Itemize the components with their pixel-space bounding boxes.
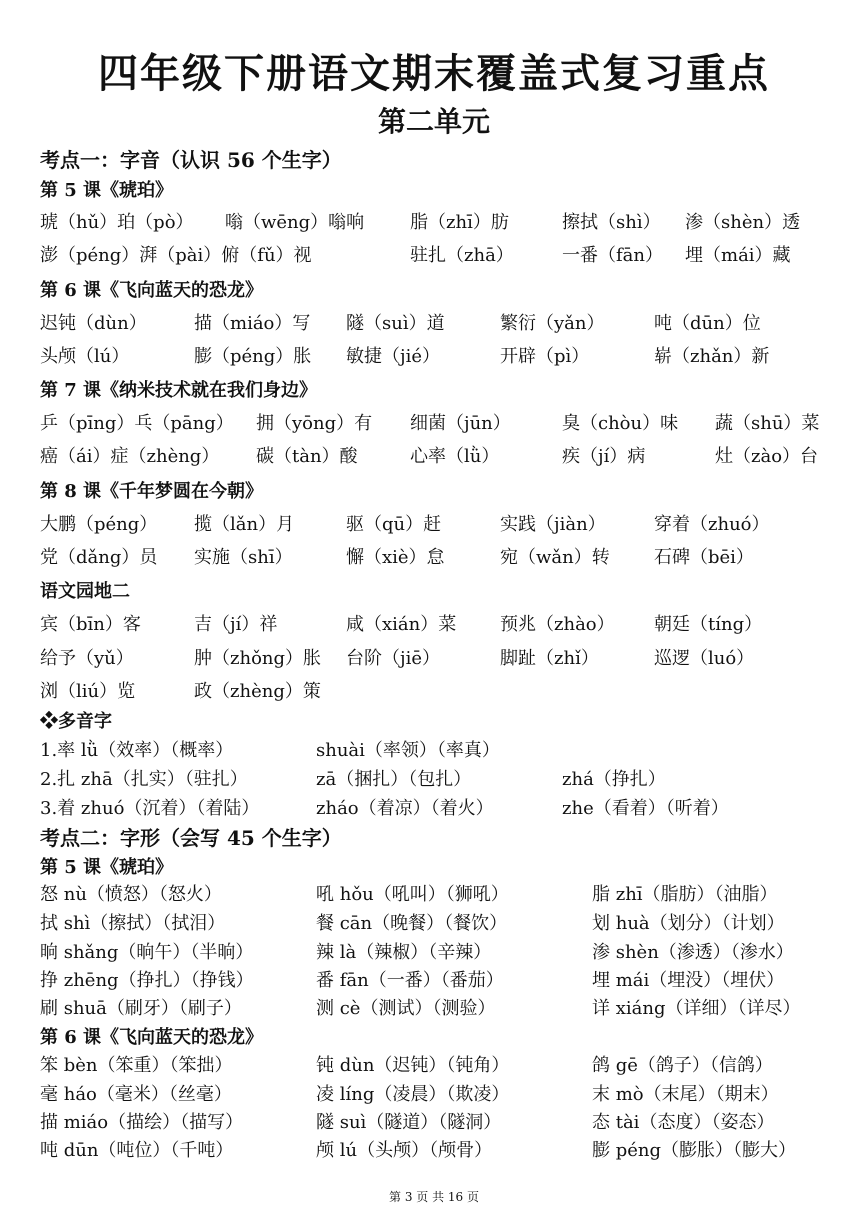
character-row xyxy=(0,966,868,994)
pinyin-item: 朝廷（tíng） xyxy=(654,614,763,635)
pinyin-item: 头颅（lú） xyxy=(40,346,130,367)
character-item: 晌 shǎng（晌午）（半晌） xyxy=(40,942,254,963)
polyphone-row xyxy=(0,736,868,764)
pinyin-item: 吨（dūn）位 xyxy=(654,313,761,334)
character-item: 拭 shì（擦拭）（拭泪） xyxy=(40,913,226,934)
character-item: 态 tài（态度）（姿态） xyxy=(592,1112,775,1133)
character-item: 膨 péng（膨胀）（膨大） xyxy=(592,1140,797,1161)
character-item: 番 fān（一番）（番茄） xyxy=(316,970,504,991)
pinyin-item: 嗡（wēng）嗡响 xyxy=(225,212,365,233)
pinyin-item: 大鹏（péng） xyxy=(40,514,158,535)
pinyin-row xyxy=(0,208,868,236)
pinyin-item: 台阶（jiē） xyxy=(346,648,440,669)
pinyin-row xyxy=(0,610,868,638)
pinyin-row xyxy=(0,309,868,337)
pinyin-item: 宛（wǎn）转 xyxy=(500,547,610,568)
lesson-heading: 第 6 课《飞向蓝天的恐龙》 xyxy=(40,1027,264,1048)
pinyin-row xyxy=(0,644,868,672)
pinyin-item: 石碑（bēi） xyxy=(654,547,754,568)
pinyin-item: 隧（suì）道 xyxy=(346,313,445,334)
pinyin-item: 懈（xiè）怠 xyxy=(346,547,445,568)
polyphone-item: 2.扎 zhā（扎实）（驻扎） xyxy=(40,769,248,790)
pinyin-item: 膨（péng）胀 xyxy=(194,346,312,367)
polyphone-heading: ❖多音字 xyxy=(40,711,112,732)
pinyin-item: 灶（zào）台 xyxy=(715,446,819,467)
pinyin-item: 政（zhèng）策 xyxy=(194,681,321,702)
pinyin-item: 埋（mái）藏 xyxy=(685,245,791,266)
character-row xyxy=(0,1051,868,1079)
pinyin-item: 宾（bīn）客 xyxy=(40,614,141,635)
pinyin-item: 咸（xián）菜 xyxy=(346,614,457,635)
page-title: 四年级下册语文期末覆盖式复习重点 xyxy=(98,51,770,97)
pinyin-item: 开辟（pì） xyxy=(500,346,590,367)
polyphone-item: zhá（挣扎） xyxy=(562,769,666,790)
character-item: 隧 suì（隧道）（隧洞） xyxy=(316,1112,502,1133)
lesson-heading: 第 5 课《琥珀》 xyxy=(40,180,174,201)
pinyin-item: 穿着（zhuó） xyxy=(654,514,770,535)
pinyin-item: 驻扎（zhā） xyxy=(410,245,514,266)
pinyin-item: 细菌（jūn） xyxy=(410,413,511,434)
character-item: 刷 shuā（刷牙）（刷子） xyxy=(40,998,242,1019)
pinyin-item: 肿（zhǒng）胀 xyxy=(194,648,322,669)
character-item: 末 mò（末尾）（期末） xyxy=(592,1084,779,1105)
character-item: 吼 hǒu（吼叫）（狮吼） xyxy=(316,884,509,905)
character-item: 吨 dūn（吨位）（千吨） xyxy=(40,1140,234,1161)
character-item: 餐 cān（晚餐）（餐饮） xyxy=(316,913,508,934)
character-item: 辣 là（辣椒）（辛辣） xyxy=(316,942,492,963)
pinyin-item: 迟钝（dùn） xyxy=(40,313,147,334)
pinyin-item: 癌（ái）症（zhèng） xyxy=(40,446,220,467)
lesson-heading: 语文园地二 xyxy=(40,581,130,602)
character-row xyxy=(0,880,868,908)
character-item: 怒 nù（愤怒）（怒火） xyxy=(40,884,222,905)
pinyin-row xyxy=(0,677,868,705)
character-item: 埋 mái（埋没）（埋伏） xyxy=(592,970,785,991)
pinyin-item: 实施（shī） xyxy=(194,547,293,568)
pinyin-item: 实践（jiàn） xyxy=(500,514,606,535)
pinyin-item: 吉（jí）祥 xyxy=(194,614,278,635)
unit-title: 第二单元 xyxy=(377,105,490,138)
character-item: 笨 bèn（笨重）（笨拙） xyxy=(40,1055,233,1076)
character-item: 钝 dùn（迟钝）（钝角） xyxy=(316,1055,510,1076)
pinyin-item: 一番（fān） xyxy=(562,245,663,266)
character-item: 毫 háo（毫米）（丝毫） xyxy=(40,1084,232,1105)
polyphone-item: shuài（率领）（率真） xyxy=(316,740,500,761)
lesson-heading: 第 7 课《纳米技术就在我们身边》 xyxy=(40,380,318,401)
section-heading: 考点二：字形（会写 45 个生字） xyxy=(40,826,342,850)
polyphone-item: 3.着 zhuó（沉着）（着陆） xyxy=(40,798,260,819)
pinyin-item: 澎（péng）湃（pài）俯（fǔ）视 xyxy=(40,245,312,266)
pinyin-item: 渗（shèn）透 xyxy=(685,212,801,233)
character-row xyxy=(0,909,868,937)
pinyin-item: 描（miáo）写 xyxy=(194,313,311,334)
character-row xyxy=(0,994,868,1022)
pinyin-row xyxy=(0,241,868,269)
pinyin-item: 预兆（zhào） xyxy=(500,614,615,635)
pinyin-row xyxy=(0,442,868,470)
character-item: 鸽 gē（鸽子）（信鸽） xyxy=(592,1055,773,1076)
character-item: 颅 lú（头颅）（颅骨） xyxy=(316,1140,493,1161)
character-item: 脂 zhī（脂肪）（油脂） xyxy=(592,884,778,905)
pinyin-item: 疾（jí）病 xyxy=(562,446,646,467)
pinyin-item: 脚趾（zhǐ） xyxy=(500,648,599,669)
page-number: 第 3 页 共 16 页 xyxy=(389,1190,479,1204)
pinyin-item: 琥（hǔ）珀（pò） xyxy=(40,212,194,233)
pinyin-item: 崭（zhǎn）新 xyxy=(654,346,770,367)
character-item: 凌 líng（凌晨）（欺凌） xyxy=(316,1084,510,1105)
pinyin-item: 脂（zhī）肪 xyxy=(410,212,509,233)
pinyin-item: 繁衍（yǎn） xyxy=(500,313,605,334)
pinyin-item: 党（dǎng）员 xyxy=(40,547,158,568)
pinyin-item: 浏（liú）览 xyxy=(40,681,136,702)
lesson-heading: 第 6 课《飞向蓝天的恐龙》 xyxy=(40,280,264,301)
character-item: 挣 zhēng（挣扎）（挣钱） xyxy=(40,970,254,991)
pinyin-row xyxy=(0,510,868,538)
character-item: 描 miáo（描绘）（描写） xyxy=(40,1112,244,1133)
pinyin-item: 拥（yōng）有 xyxy=(256,413,373,434)
polyphone-item: zháo（着凉）（着火） xyxy=(316,798,494,819)
pinyin-item: 巡逻（luó） xyxy=(654,648,755,669)
section-heading: 考点一：字音（认识 56 个生字） xyxy=(40,148,342,172)
polyphone-item: zhe（看着）（听着） xyxy=(562,798,729,819)
polyphone-item: 1.率 lǜ（效率）（概率） xyxy=(40,740,234,761)
lesson-heading: 第 8 课《千年梦圆在今朝》 xyxy=(40,481,264,502)
polyphone-row xyxy=(0,794,868,822)
pinyin-item: 擦拭（shì） xyxy=(562,212,661,233)
character-row xyxy=(0,1108,868,1136)
polyphone-row xyxy=(0,765,868,793)
polyphone-item: zā（捆扎）（包扎） xyxy=(316,769,472,790)
pinyin-row xyxy=(0,409,868,437)
character-row xyxy=(0,1136,868,1164)
pinyin-item: 臭（chòu）味 xyxy=(562,413,679,434)
pinyin-row xyxy=(0,342,868,370)
pinyin-item: 碳（tàn）酸 xyxy=(256,446,358,467)
lesson-heading: 第 5 课《琥珀》 xyxy=(40,857,174,878)
pinyin-row xyxy=(0,543,868,571)
pinyin-item: 揽（lǎn）月 xyxy=(194,514,295,535)
pinyin-item: 给予（yǔ） xyxy=(40,648,134,669)
character-item: 渗 shèn（渗透）（渗水） xyxy=(592,942,794,963)
pinyin-item: 乒（pīng）乓（pāng） xyxy=(40,413,234,434)
character-item: 测 cè（测试）（测验） xyxy=(316,998,496,1019)
character-row xyxy=(0,938,868,966)
character-row xyxy=(0,1080,868,1108)
pinyin-item: 敏捷（jié） xyxy=(346,346,440,367)
pinyin-item: 蔬（shū）菜 xyxy=(715,413,820,434)
pinyin-item: 驱（qū）赶 xyxy=(346,514,442,535)
pinyin-item: 心率（lǜ） xyxy=(410,446,500,467)
character-item: 划 huà（划分）（计划） xyxy=(592,913,785,934)
character-item: 详 xiáng（详细）（详尽） xyxy=(592,998,801,1019)
